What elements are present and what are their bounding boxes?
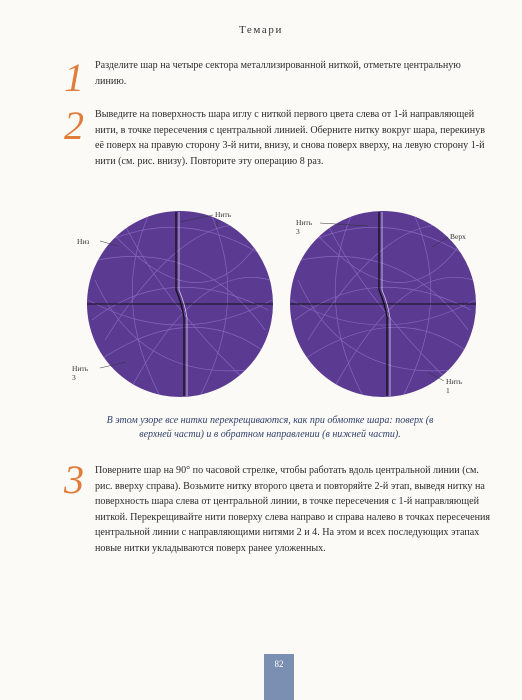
left-label-thread-1: Нить 1	[215, 210, 232, 228]
step-3-number: 3	[64, 457, 84, 502]
step-2-text: Выведите на поверхность шара иглу с ниткой первого цвета слева от 1-й направляющей нити, в точке пересечения с центральной линией. Оберните нитку вокруг шара, перекинув её поверх на правую сторону 3-й нити, внизу, и снова поверх вверху, на левую сторону 1-й нити (см. рис. внизу). Повторите эту операцию 8 раз.	[95, 109, 485, 167]
right-label-top: Верх	[450, 232, 466, 241]
right-label-thread-3: Нить 3	[296, 218, 313, 236]
left-label-thread-3: Нить 3	[72, 364, 89, 382]
step-1-number: 1	[64, 55, 84, 100]
left-label-bottom: Низ	[77, 237, 90, 246]
page-header: Темари	[239, 24, 283, 36]
right-label-thread-1: Нить 1	[446, 377, 463, 395]
step-3-text: Поверните шар на 90° по часовой стрелке, чтобы работать вдоль центральной линии (см. рис. вверху справа). Возьмите нитку второго цвета и повторяйте 2-й этап, выведя нитку на поверхность шара слева от центральной линии, в точке пересечения с 1-й направляющей ниткой. Перекрещивайте нити поверху слева направо и справа налево в точках пересечения центральной линии с направляющими нитями 2 и 4. На этом и всех последующих этапах новые нитки укладываются поверх ранее уложенных.	[95, 465, 491, 554]
step-2-number: 2	[64, 103, 84, 148]
figure-caption: В этом узоре все нитки перекрещиваются, как при обмотке шара: поверх (в верхней части) и в обратном направлении (в нижней части).	[106, 415, 434, 440]
page-footer-tab	[264, 654, 294, 700]
page-number: 82	[274, 659, 284, 669]
step-1-text: Разделите шар на четыре сектора металлизированной ниткой, отметьте центральную линию.	[95, 60, 461, 87]
